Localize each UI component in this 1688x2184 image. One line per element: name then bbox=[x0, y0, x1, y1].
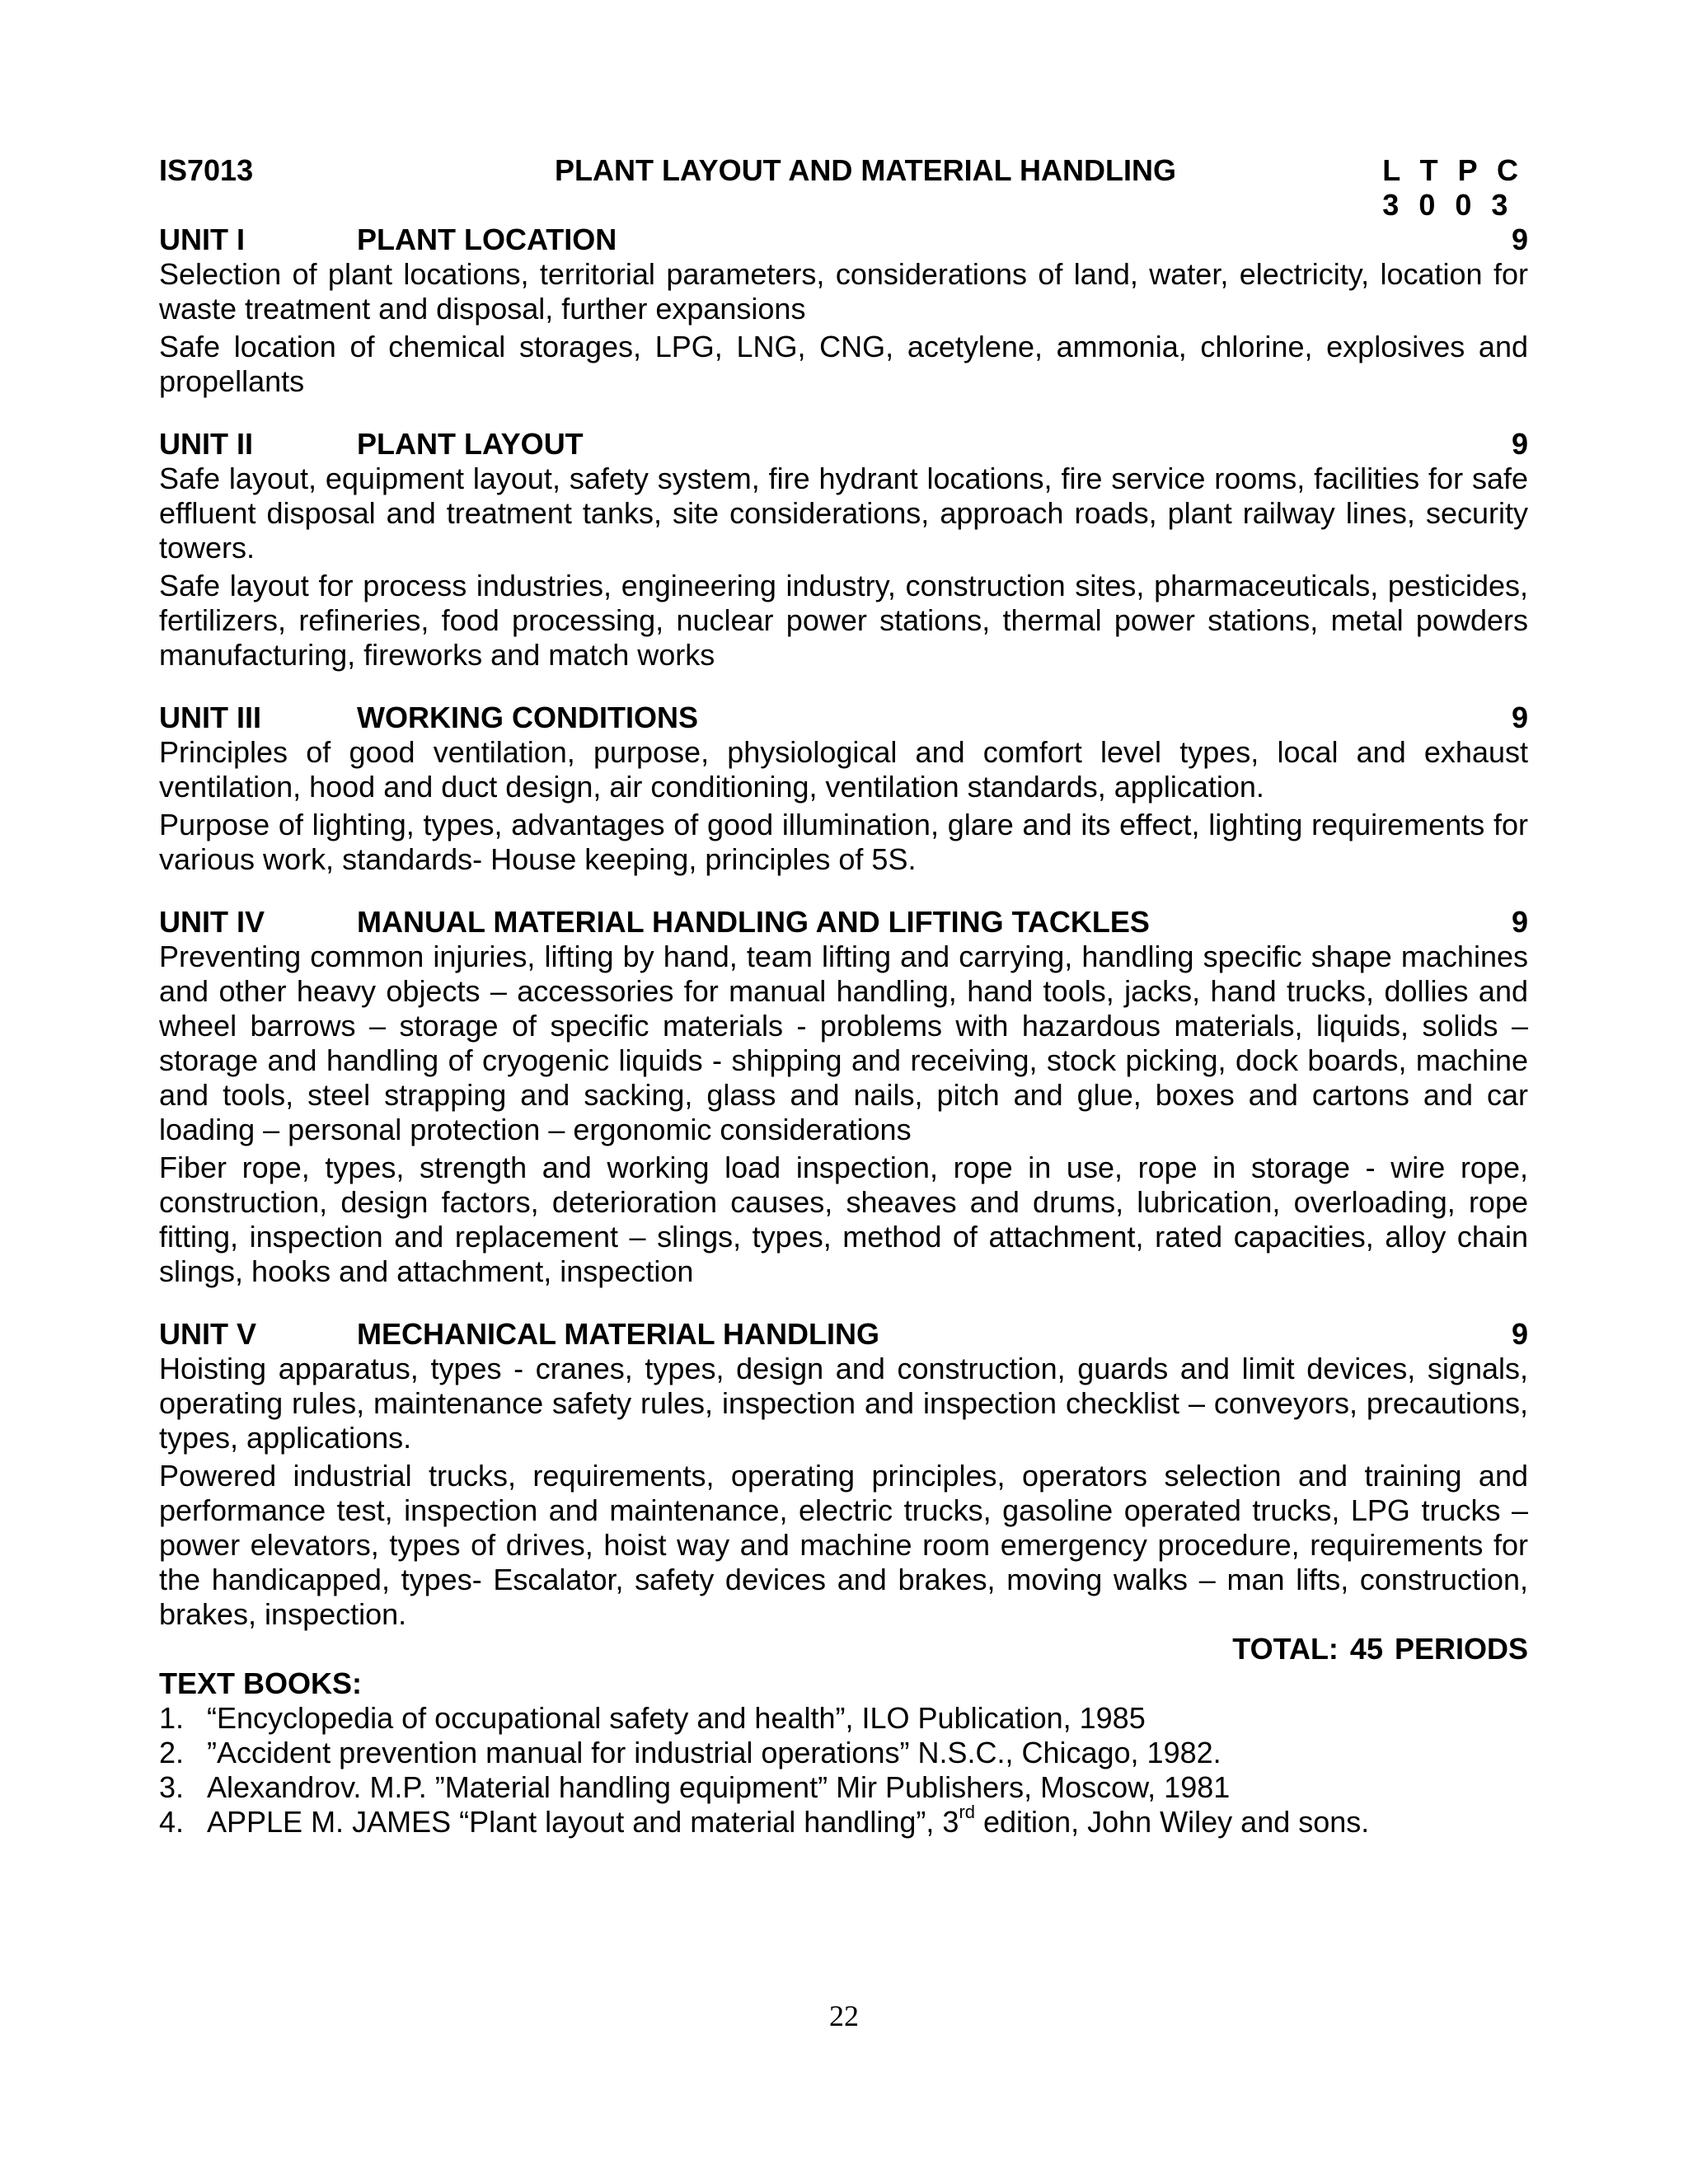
syllabus-content bbox=[159, 153, 1528, 1840]
unit-paragraph: Hoisting apparatus, types - cranes, types, design and construction, guards and limit devices, signals, operating rules, maintenance safety rules, inspection and inspection checklist – conveyors, precautions, types, applications. bbox=[159, 1352, 1528, 1455]
unit-title: MECHANICAL MATERIAL HANDLING bbox=[357, 1317, 879, 1351]
page-number: 22 bbox=[829, 1999, 859, 2032]
list-item-text: “Encyclopedia of occupational safety and health”, ILO Publication, 1985 bbox=[207, 1701, 1146, 1735]
course-code: IS7013 bbox=[159, 153, 254, 187]
list-item-text: Alexandrov. M.P. ”Material handling equipment” Mir Publishers, Moscow, 1981 bbox=[207, 1770, 1231, 1804]
unit-label: UNIT III bbox=[159, 701, 261, 734]
list-item-number: 3. bbox=[159, 1770, 185, 1804]
unit-paragraph: Selection of plant locations, territorial parameters, considerations of land, water, electricity, location for waste treatment and disposal, further expansions bbox=[159, 257, 1528, 326]
unit-paragraph: Safe layout, equipment layout, safety system, fire hydrant locations, fire service rooms, facilities for safe effluent disposal and treatment tanks, site considerations, approach roads, plant railway lines, security towers. bbox=[159, 462, 1528, 565]
unit-title: PLANT LOCATION bbox=[357, 223, 617, 256]
list-item-number: 1. bbox=[159, 1701, 185, 1735]
unit-hours: 9 bbox=[1511, 1317, 1528, 1351]
superscript-ordinal: rd bbox=[959, 1802, 976, 1822]
unit-paragraph: Fiber rope, types, strength and working load inspection, rope in use, rope in storage - wire rope, construction, design factors, deterioration causes, sheaves and drums, lubrication, overloading, rope fitting, inspection and replacement – slings, types, method of attachment, rated capacities, alloy chain slings, hooks and attachment, inspection bbox=[159, 1151, 1528, 1288]
unit-label: UNIT V bbox=[159, 1317, 257, 1351]
list-item-text-after: edition, John Wiley and sons. bbox=[975, 1805, 1370, 1839]
unit-4 bbox=[159, 905, 1528, 1289]
course-header bbox=[159, 153, 1528, 222]
unit-heading bbox=[159, 427, 1528, 462]
unit-heading bbox=[159, 905, 1528, 940]
unit-label: UNIT IV bbox=[159, 905, 265, 939]
list-item bbox=[159, 1736, 1528, 1770]
unit-5 bbox=[159, 1317, 1528, 1632]
unit-paragraph: Principles of good ventilation, purpose, physiological and comfort level types, local and exhaust ventilation, hood and duct design, air conditioning, ventilation standards, application. bbox=[159, 735, 1528, 804]
unit-heading bbox=[159, 1317, 1528, 1352]
unit-paragraph: Purpose of lighting, types, advantages of good illumination, glare and its effect, lighting requirements for various work, standards- House keeping, principles of 5S. bbox=[159, 808, 1528, 876]
ltpc-values: 3 0 0 3 bbox=[1382, 188, 1512, 222]
unit-title: MANUAL MATERIAL HANDLING AND LIFTING TACKLES bbox=[357, 905, 1150, 939]
unit-hours: 9 bbox=[1511, 905, 1528, 939]
unit-paragraph: Preventing common injuries, lifting by hand, team lifting and carrying, handling specific shape machines and other heavy objects – accessories for manual handling, hand tools, jacks, hand trucks, dollies and wheel barrows – storage of specific materials - problems with hazardous materials, liquids, solids – storage and handling of cryogenic liquids - shipping and receiving, stock picking, dock boards, machine and tools, steel strapping and sacking, glass and nails, pitch and glue, boxes and cartons and car loading – personal protection – ergonomic considerations bbox=[159, 940, 1528, 1146]
unit-label: UNIT II bbox=[159, 427, 253, 461]
total-periods: TOTAL: 45 PERIODS bbox=[1232, 1632, 1528, 1666]
unit-title: WORKING CONDITIONS bbox=[357, 701, 698, 734]
list-item bbox=[159, 1701, 1528, 1736]
list-item bbox=[159, 1802, 1528, 1840]
list-item-number: 4. bbox=[159, 1805, 185, 1839]
unit-paragraph: Safe location of chemical storages, LPG, LNG, CNG, acetylene, ammonia, chlorine, explosives and propellants bbox=[159, 330, 1528, 398]
unit-hours: 9 bbox=[1511, 427, 1528, 461]
unit-heading bbox=[159, 701, 1528, 735]
course-title: PLANT LAYOUT AND MATERIAL HANDLING bbox=[555, 153, 1176, 187]
ltpc-labels: L T P C bbox=[1382, 153, 1522, 187]
list-item-number: 2. bbox=[159, 1736, 185, 1769]
unit-paragraph: Safe layout for process industries, engineering industry, construction sites, pharmaceuticals, pesticides, fertilizers, refineries, food processing, nuclear power stations, thermal power stations, metal powders manufacturing, fireworks and match works bbox=[159, 569, 1528, 672]
unit-3 bbox=[159, 701, 1528, 877]
list-item bbox=[159, 1770, 1528, 1805]
unit-title: PLANT LAYOUT bbox=[357, 427, 584, 461]
unit-2 bbox=[159, 427, 1528, 673]
textbooks-heading: TEXT BOOKS: bbox=[159, 1666, 363, 1700]
list-item-text: ”Accident prevention manual for industrial operations” N.S.C., Chicago, 1982. bbox=[207, 1736, 1221, 1769]
unit-label: UNIT I bbox=[159, 223, 245, 256]
ltpc-block bbox=[1382, 153, 1522, 223]
textbooks-list bbox=[159, 1701, 1528, 1840]
unit-hours: 9 bbox=[1511, 223, 1528, 256]
list-item-text-before: APPLE M. JAMES “Plant layout and material handling”, 3 bbox=[207, 1805, 959, 1839]
unit-heading bbox=[159, 223, 1528, 257]
unit-hours: 9 bbox=[1511, 701, 1528, 734]
unit-paragraph: Powered industrial trucks, requirements, operating principles, operators selection and training and performance test, inspection and maintenance, electric trucks, gasoline operated trucks, LPG trucks – power elevators, types of drives, hoist way and machine room emergency procedure, requirements for the handicapped, types- Escalator, safety devices and brakes, moving walks – man lifts, construction, brakes, inspection. bbox=[159, 1459, 1528, 1631]
unit-1 bbox=[159, 223, 1528, 399]
